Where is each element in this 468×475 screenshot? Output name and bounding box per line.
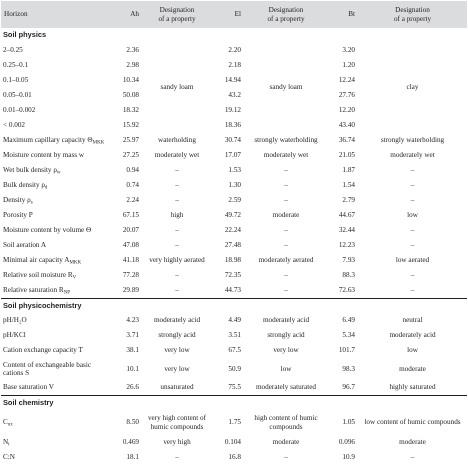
designation-el: – [284, 195, 288, 204]
row-label: Content of exchangeable basic cations S [3, 360, 92, 377]
section-row [1, 28, 467, 43]
designation-el: – [284, 270, 288, 279]
table-row [1, 380, 467, 396]
table-row [1, 358, 467, 380]
cell-bt: 98.3 [342, 364, 355, 373]
cell-bt: 1.87 [342, 165, 355, 174]
cell-el: 27.48 [224, 240, 241, 249]
designation-el: moderate [272, 437, 300, 446]
row-label: 0.05–0.01 [3, 90, 32, 99]
section-row [1, 298, 467, 313]
table-row [1, 313, 467, 328]
table-row [1, 148, 467, 163]
cell-ah: 18.1 [126, 452, 139, 461]
designation-ah: – [175, 225, 179, 234]
row-label: 2–0.25 [3, 45, 23, 54]
table-row [1, 450, 467, 465]
cell-bt: 101.7 [338, 346, 355, 355]
row-label: < 0.002 [3, 120, 26, 129]
cell-ah: 10.1 [126, 364, 139, 373]
section-soil-physics: Soil physics [3, 30, 47, 39]
cell-ah: 2.36 [126, 45, 139, 54]
designation-el: moderately acid [262, 316, 310, 325]
row-label: pH/H₂O [3, 316, 27, 325]
designation-bt: low [407, 210, 418, 219]
row-label: pH/KCl [3, 331, 26, 340]
table-row [1, 193, 467, 208]
designation-ah: unsaturated [160, 383, 194, 392]
row-label: Maximum capillary capacity $\Theta_{MKK}$ [3, 135, 105, 146]
table-row [1, 328, 467, 343]
cell-bt: 72.63 [338, 285, 355, 294]
cell-ah: 29.89 [122, 285, 139, 294]
cell-bt: 10.9 [342, 452, 355, 461]
cell-el: 0.104 [224, 437, 241, 446]
designation-bt: highly saturated [389, 383, 436, 392]
cell-bt: 32.44 [338, 225, 355, 234]
cell-el: 44.73 [224, 285, 241, 294]
cell-ah: 41.18 [122, 255, 139, 264]
designation-bt: – [410, 240, 415, 249]
designation-ah: – [175, 240, 179, 249]
row-label: Cation exchange capacity T [3, 346, 83, 355]
header-designation-ah: Designation of a property [142, 1, 212, 28]
designation-el: moderately aerated [258, 255, 314, 264]
cell-el: 1.30 [228, 180, 241, 189]
table-row [1, 133, 467, 148]
designation-ah: moderately acid [153, 316, 201, 325]
cell-el: 4.49 [228, 316, 241, 325]
cell-bt: 5.34 [342, 331, 355, 340]
row-label: $C_{ox}$ [3, 418, 13, 428]
designation-ah: – [175, 285, 179, 294]
designation-el: strongly acid [267, 331, 305, 340]
designation-ah: very highly aerated [149, 255, 205, 264]
row-label: Base saturation V [3, 383, 54, 392]
cell-bt: 44.67 [338, 210, 355, 219]
cell-bt: 1.05 [342, 418, 355, 427]
cell-bt: 1.20 [342, 60, 355, 69]
designation-ah: – [175, 165, 179, 174]
row-label: C:N [3, 452, 15, 461]
section-row [1, 396, 467, 411]
designation-el: – [284, 285, 288, 294]
cell-el: 43.2 [228, 90, 241, 99]
cell-el: 18.98 [224, 255, 241, 264]
row-label: Density $\rho_s$ [3, 195, 33, 206]
cell-ah: 4.23 [126, 316, 139, 325]
cell-el: 72.35 [224, 270, 241, 279]
cell-bt: 12.23 [338, 240, 355, 249]
cell-el: 50.9 [228, 364, 241, 373]
cell-el: 22.24 [224, 225, 241, 234]
designation-el: moderately saturated [255, 383, 317, 392]
designation-el: moderate [272, 210, 300, 219]
cell-ah: 26.6 [126, 383, 139, 392]
cell-bt: 3.20 [342, 45, 355, 54]
designation-bt: – [410, 225, 415, 234]
designation-el: – [284, 180, 288, 189]
cell-el: 14.94 [224, 75, 241, 84]
header-ah: Ah [112, 1, 142, 28]
table-row [1, 178, 467, 193]
designation-bt: – [410, 285, 415, 294]
cell-bt: 21.05 [338, 150, 355, 159]
row-label: Relative saturation $R_{NP}$ [3, 285, 71, 296]
cell-ah: 10.34 [122, 75, 139, 84]
designation-bt: low content of humic compounds [364, 418, 461, 427]
designation-ah: waterholding [158, 135, 196, 144]
designation-ah: – [175, 452, 179, 461]
texture-bt: clay [406, 83, 419, 92]
cell-ah: 0.469 [122, 437, 139, 446]
designation-bt: moderately wet [390, 150, 435, 159]
soil-properties-table [1, 1, 467, 465]
cell-ah: 3.71 [126, 331, 139, 340]
cell-el: 30.74 [224, 135, 241, 144]
cell-ah: 50.08 [122, 90, 139, 99]
section-soil-chemistry: Soil chemistry [1, 396, 467, 411]
row-label: Moisture content by volume Θ [3, 225, 92, 234]
row-label: Moisture content by mass w [3, 150, 85, 159]
table-row [1, 208, 467, 223]
table-row [1, 238, 467, 253]
texture-ah: sandy loam [160, 83, 194, 92]
cell-ah: 77.28 [122, 270, 139, 279]
designation-el: – [284, 165, 288, 174]
row-label: Relative soil moisture $R_V$ [3, 270, 77, 281]
designation-el: very low [273, 346, 299, 355]
cell-bt: 88.3 [342, 270, 355, 279]
designation-bt: strongly waterholding [380, 135, 445, 144]
designation-ah: strongly acid [158, 331, 196, 340]
designation-bt: neutral [402, 316, 423, 325]
designation-bt: – [410, 452, 415, 461]
designation-el: – [284, 225, 288, 234]
header-el: El [212, 1, 244, 28]
cell-el: 1.75 [228, 418, 241, 427]
designation-ah: – [175, 270, 179, 279]
row-label: Minimal air capacity $A_{MKK}$ [3, 255, 82, 266]
designation-bt: – [410, 270, 415, 279]
designation-ah: moderately wet [154, 150, 200, 159]
row-label: 0.25–0.1 [3, 60, 29, 69]
cell-bt: 43.40 [338, 120, 355, 129]
designation-ah: very high content of humic compounds [147, 414, 207, 431]
header-designation-el: Designation of a property [244, 1, 328, 28]
table-row [1, 223, 467, 238]
cell-bt: 6.49 [342, 316, 355, 325]
table-row [1, 411, 467, 435]
designation-ah: – [175, 180, 179, 189]
cell-el: 2.18 [228, 60, 241, 69]
cell-ah: 27.25 [122, 150, 139, 159]
designation-el: – [284, 240, 288, 249]
designation-bt: moderate [399, 437, 426, 446]
header-bt: Bt [328, 1, 358, 28]
cell-ah: 20.07 [122, 225, 139, 234]
row-label: Porosity P [3, 210, 33, 219]
designation-el: – [284, 452, 288, 461]
section-soil-physicochemistry: Soil physicochemistry [1, 298, 467, 313]
designation-bt: – [410, 165, 415, 174]
cell-ah: 8.50 [126, 418, 139, 427]
cell-ah: 2.24 [126, 195, 139, 204]
cell-el: 1.53 [228, 165, 241, 174]
cell-el: 3.51 [228, 331, 241, 340]
header-horizon: Horizon [1, 1, 112, 28]
table-row [1, 163, 467, 178]
cell-ah: 15.92 [122, 120, 139, 129]
cell-bt: 1.54 [342, 180, 355, 189]
cell-bt: 2.79 [342, 195, 355, 204]
table-row [1, 435, 467, 450]
header-designation-bt: Designation of a property [358, 1, 467, 28]
cell-el: 49.72 [224, 210, 241, 219]
cell-el: 2.20 [228, 45, 241, 54]
cell-ah: 67.15 [122, 210, 139, 219]
cell-ah: 0.74 [126, 180, 139, 189]
cell-bt: 12.24 [338, 75, 355, 84]
cell-ah: 2.98 [126, 60, 139, 69]
cell-bt: 27.76 [338, 90, 355, 99]
row-label: 0.01–0.002 [3, 105, 36, 114]
designation-ah: high [170, 210, 184, 219]
row-label: $N_t$ [3, 437, 10, 448]
designation-ah: very high [163, 437, 191, 446]
cell-el: 18.36 [224, 120, 241, 129]
designation-bt: – [410, 180, 415, 189]
row-label: 0.1–0.05 [3, 75, 29, 84]
cell-ah: 18.32 [122, 105, 139, 114]
designation-bt: low [407, 346, 418, 355]
designation-bt: moderate [399, 364, 426, 373]
cell-ah: 38.1 [126, 346, 139, 355]
cell-el: 75.5 [228, 383, 241, 392]
cell-bt: 7.93 [342, 255, 355, 264]
table-row [1, 268, 467, 283]
cell-ah: 0.94 [126, 165, 139, 174]
table-row [1, 343, 467, 358]
designation-bt: low aerated [395, 255, 430, 264]
cell-el: 2.59 [228, 195, 241, 204]
designation-ah: very low [164, 364, 190, 373]
designation-ah: – [175, 195, 179, 204]
cell-el: 17.07 [224, 150, 241, 159]
designation-el: low [280, 364, 292, 373]
cell-bt: 96.7 [342, 383, 355, 392]
designation-bt: – [410, 195, 415, 204]
texture-el: sandy loam [269, 83, 303, 92]
table-header-row [1, 1, 467, 28]
designation-el: moderately wet [263, 150, 309, 159]
table-row [1, 253, 467, 268]
cell-ah: 25.97 [122, 135, 139, 144]
cell-el: 67.5 [228, 346, 241, 355]
designation-ah: very low [164, 346, 190, 355]
cell-el: 16.8 [228, 452, 241, 461]
cell-ah: 47.08 [122, 240, 139, 249]
designation-el: high content of humic compounds [254, 414, 318, 431]
cell-el: 19.12 [224, 105, 241, 114]
row-label: Soil aeration A [3, 240, 47, 249]
cell-bt: 36.74 [338, 135, 355, 144]
designation-el: strongly waterholding [254, 135, 318, 144]
row-label: Wet bulk density $\rho_w$ [3, 165, 61, 176]
table-row [1, 43, 467, 58]
designation-bt: moderately acid [389, 331, 436, 340]
cell-bt: 12.20 [338, 105, 355, 114]
row-label: Bulk density $\rho_d$ [3, 180, 48, 191]
table-row [1, 283, 467, 299]
cell-bt: 0.096 [338, 437, 355, 446]
